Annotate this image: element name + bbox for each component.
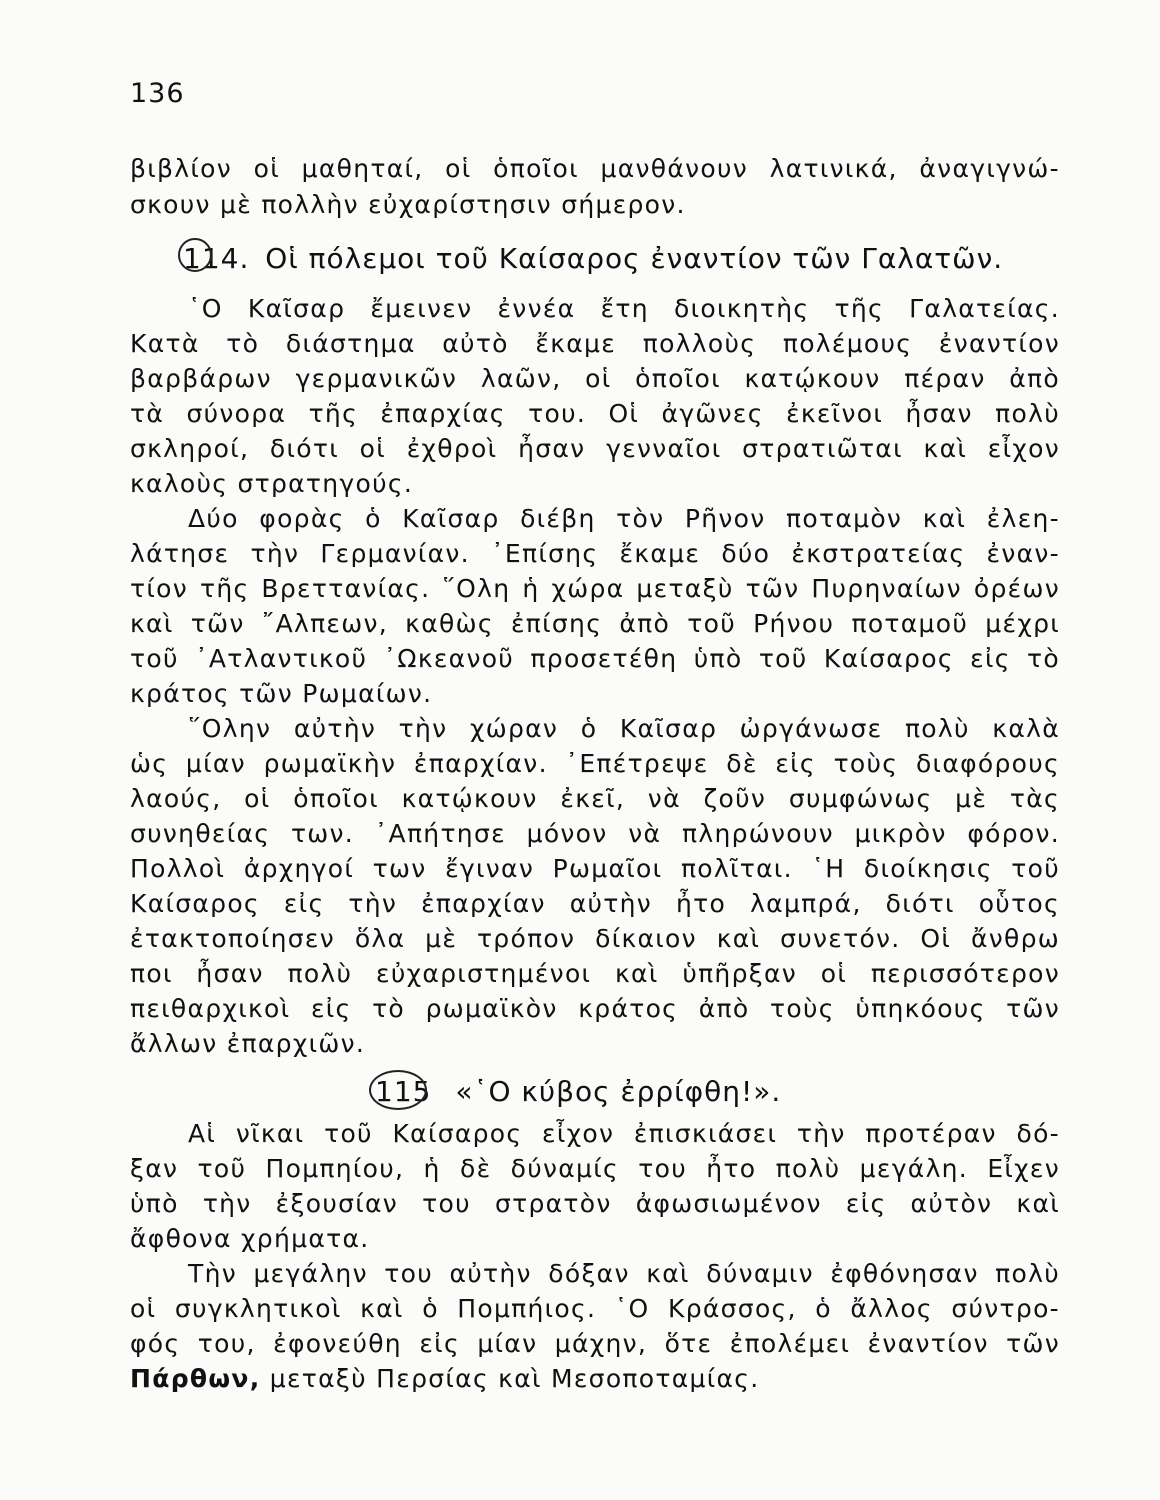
paragraph-line: ξαν τοῦ Πομπηίου, ἡ δὲ δύναμίς του ἦτο πολὺ μεγάλη. Εἶχεν: [130, 1154, 1060, 1183]
paragraph-line: ὡς μίαν ρωμαϊκὴν ἐπαρχίαν. ᾿Επέτρεψε δὲ εἰς τοὺς διαφόρους: [130, 749, 1060, 778]
paragraph-line: τὰ σύνορα τῆς ἐπαρχίας του. Οἱ ἀγῶνες ἐκεῖνοι ἦσαν πολὺ: [130, 399, 1060, 428]
paragraph-line: βαρβάρων γερμανικῶν λαῶν, οἱ ὁποῖοι κατῴκουν πέραν ἀπὸ: [130, 364, 1060, 393]
line-text: μεταξὺ Περσίας καὶ Μεσοποταμίας.: [269, 1364, 760, 1393]
paragraph-line: τίον τῆς Βρεττανίας. ῞Ολη ἡ χώρα μεταξὺ τῶν Πυρηναίων ὀρέων: [130, 574, 1060, 603]
paragraph-line: συνηθείας των. ᾿Απήτησε μόνον νὰ πληρώνουν μικρὸν φόρον.: [130, 819, 1060, 848]
section-114-number: 114.: [183, 242, 249, 275]
paragraph-line: λάτησε τὴν Γερμανίαν. ᾿Επίσης ἔκαμε δύο ἐκστρατείας ἐναν-: [130, 539, 1060, 568]
section-115-title: «῾Ο κύβος ἐρρίφθη!».: [455, 1075, 782, 1108]
paragraph-line: λαούς, οἱ ὁποῖοι κατῴκουν ἐκεῖ, νὰ ζοῦν συμφώνως μὲ τὰς: [130, 784, 1060, 813]
intro-line: βιβλίον οἱ μαθηταί, οἱ ὁποῖοι μανθάνουν λατινικά, ἀναγιγνώ-: [130, 154, 1060, 183]
section-115-number: 115: [375, 1075, 431, 1108]
paragraph-line: οἱ συγκλητικοὶ καὶ ὁ Πομπήιος. ῾Ο Κράσσος, ὁ ἄλλος σύντρο-: [130, 1294, 1060, 1323]
paragraph-line: σκληροί, διότι οἱ ἐχθροὶ ἦσαν γενναῖοι στρατιῶται καὶ εἶχον: [130, 434, 1060, 463]
section-114-heading: [183, 242, 1003, 275]
section-115-heading: [375, 1075, 781, 1108]
paragraph-line: φός του, ἐφονεύθη εἰς μίαν μάχην, ὅτε ἐπολέμει ἐναντίον τῶν: [130, 1329, 1060, 1358]
intro-line: σκουν μὲ πολλὴν εὐχαρίστησιν σήμερον.: [130, 190, 686, 219]
paragraph-line: ἄλλων ἐπαρχιῶν.: [130, 1029, 366, 1058]
paragraph-line: κράτος τῶν Ρωμαίων.: [130, 679, 433, 708]
paragraph-line: ποι ἦσαν πολὺ εὐχαριστημένοι καὶ ὑπῆρξαν οἱ περισσότερον: [130, 959, 1060, 988]
circle-mark-icon: [369, 1070, 427, 1110]
paragraph-line: Πολλοὶ ἀρχηγοί των ἔγιναν Ρωμαῖοι πολῖται. ῾Η διοίκησις τοῦ: [130, 854, 1060, 883]
paragraph-line: ῞Ολην αὐτὴν τὴν χώραν ὁ Καῖσαρ ὠργάνωσε πολὺ καλὰ: [188, 714, 1060, 743]
paragraph-line: καλοὺς στρατηγούς.: [130, 469, 414, 498]
paragraph-line: Τὴν μεγάλην του αὐτὴν δόξαν καὶ δύναμιν ἐφθόνησαν πολὺ: [188, 1259, 1060, 1288]
paragraph-line: Κατὰ τὸ διάστημα αὐτὸ ἔκαμε πολλοὺς πολέμους ἐναντίον: [130, 329, 1060, 358]
paragraph-line: ἐτακτοποίησεν ὅλα μὲ τρόπον δίκαιον καὶ συνετόν. Οἱ ἄνθρω: [130, 924, 1060, 953]
paragraph-line: καὶ τῶν ῎Αλπεων, καθὼς ἐπίσης ἀπὸ τοῦ Ρήνου ποταμοῦ μέχρι: [130, 609, 1060, 638]
paragraph-line: [130, 1362, 1060, 1396]
paragraph-line: Δύο φορὰς ὁ Καῖσαρ διέβη τὸν Ρῆνον ποταμὸν καὶ ἐλεη-: [188, 504, 1060, 533]
paragraph-line: ὑπὸ τὴν ἐξουσίαν του στρατὸν ἀφωσιωμένον εἰς αὐτὸν καὶ: [130, 1189, 1060, 1218]
paragraph-line: πειθαρχικοὶ εἰς τὸ ρωμαϊκὸν κράτος ἀπὸ τοὺς ὑπηκόους τῶν: [130, 994, 1060, 1023]
page-number: 136: [130, 78, 185, 109]
paragraph-line: Αἱ νῖκαι τοῦ Καίσαρος εἶχον ἐπισκιάσει τὴν προτέραν δό-: [188, 1119, 1060, 1148]
paragraph-line: ῾Ο Καῖσαρ ἔμεινεν ἐννέα ἔτη διοικητὴς τῆς Γαλατείας.: [188, 294, 1060, 323]
section-114-title: Οἱ πόλεμοι τοῦ Καίσαρος ἐναντίον τῶν Γαλατῶν.: [265, 242, 1004, 275]
paragraph-line: ἄφθονα χρήματα.: [130, 1224, 370, 1253]
paragraph-line: Καίσαρος εἰς τὴν ἐπαρχίαν αὐτὴν ἦτο λαμπρά, διότι οὗτος: [130, 889, 1060, 918]
paragraph-line: τοῦ ᾿Ατλαντικοῦ ᾿Ωκεανοῦ προσετέθη ὑπὸ τοῦ Καίσαρος εἰς τὸ: [130, 644, 1060, 673]
circle-mark-icon: [178, 238, 212, 272]
bold-word: Πάρθων,: [130, 1364, 261, 1393]
